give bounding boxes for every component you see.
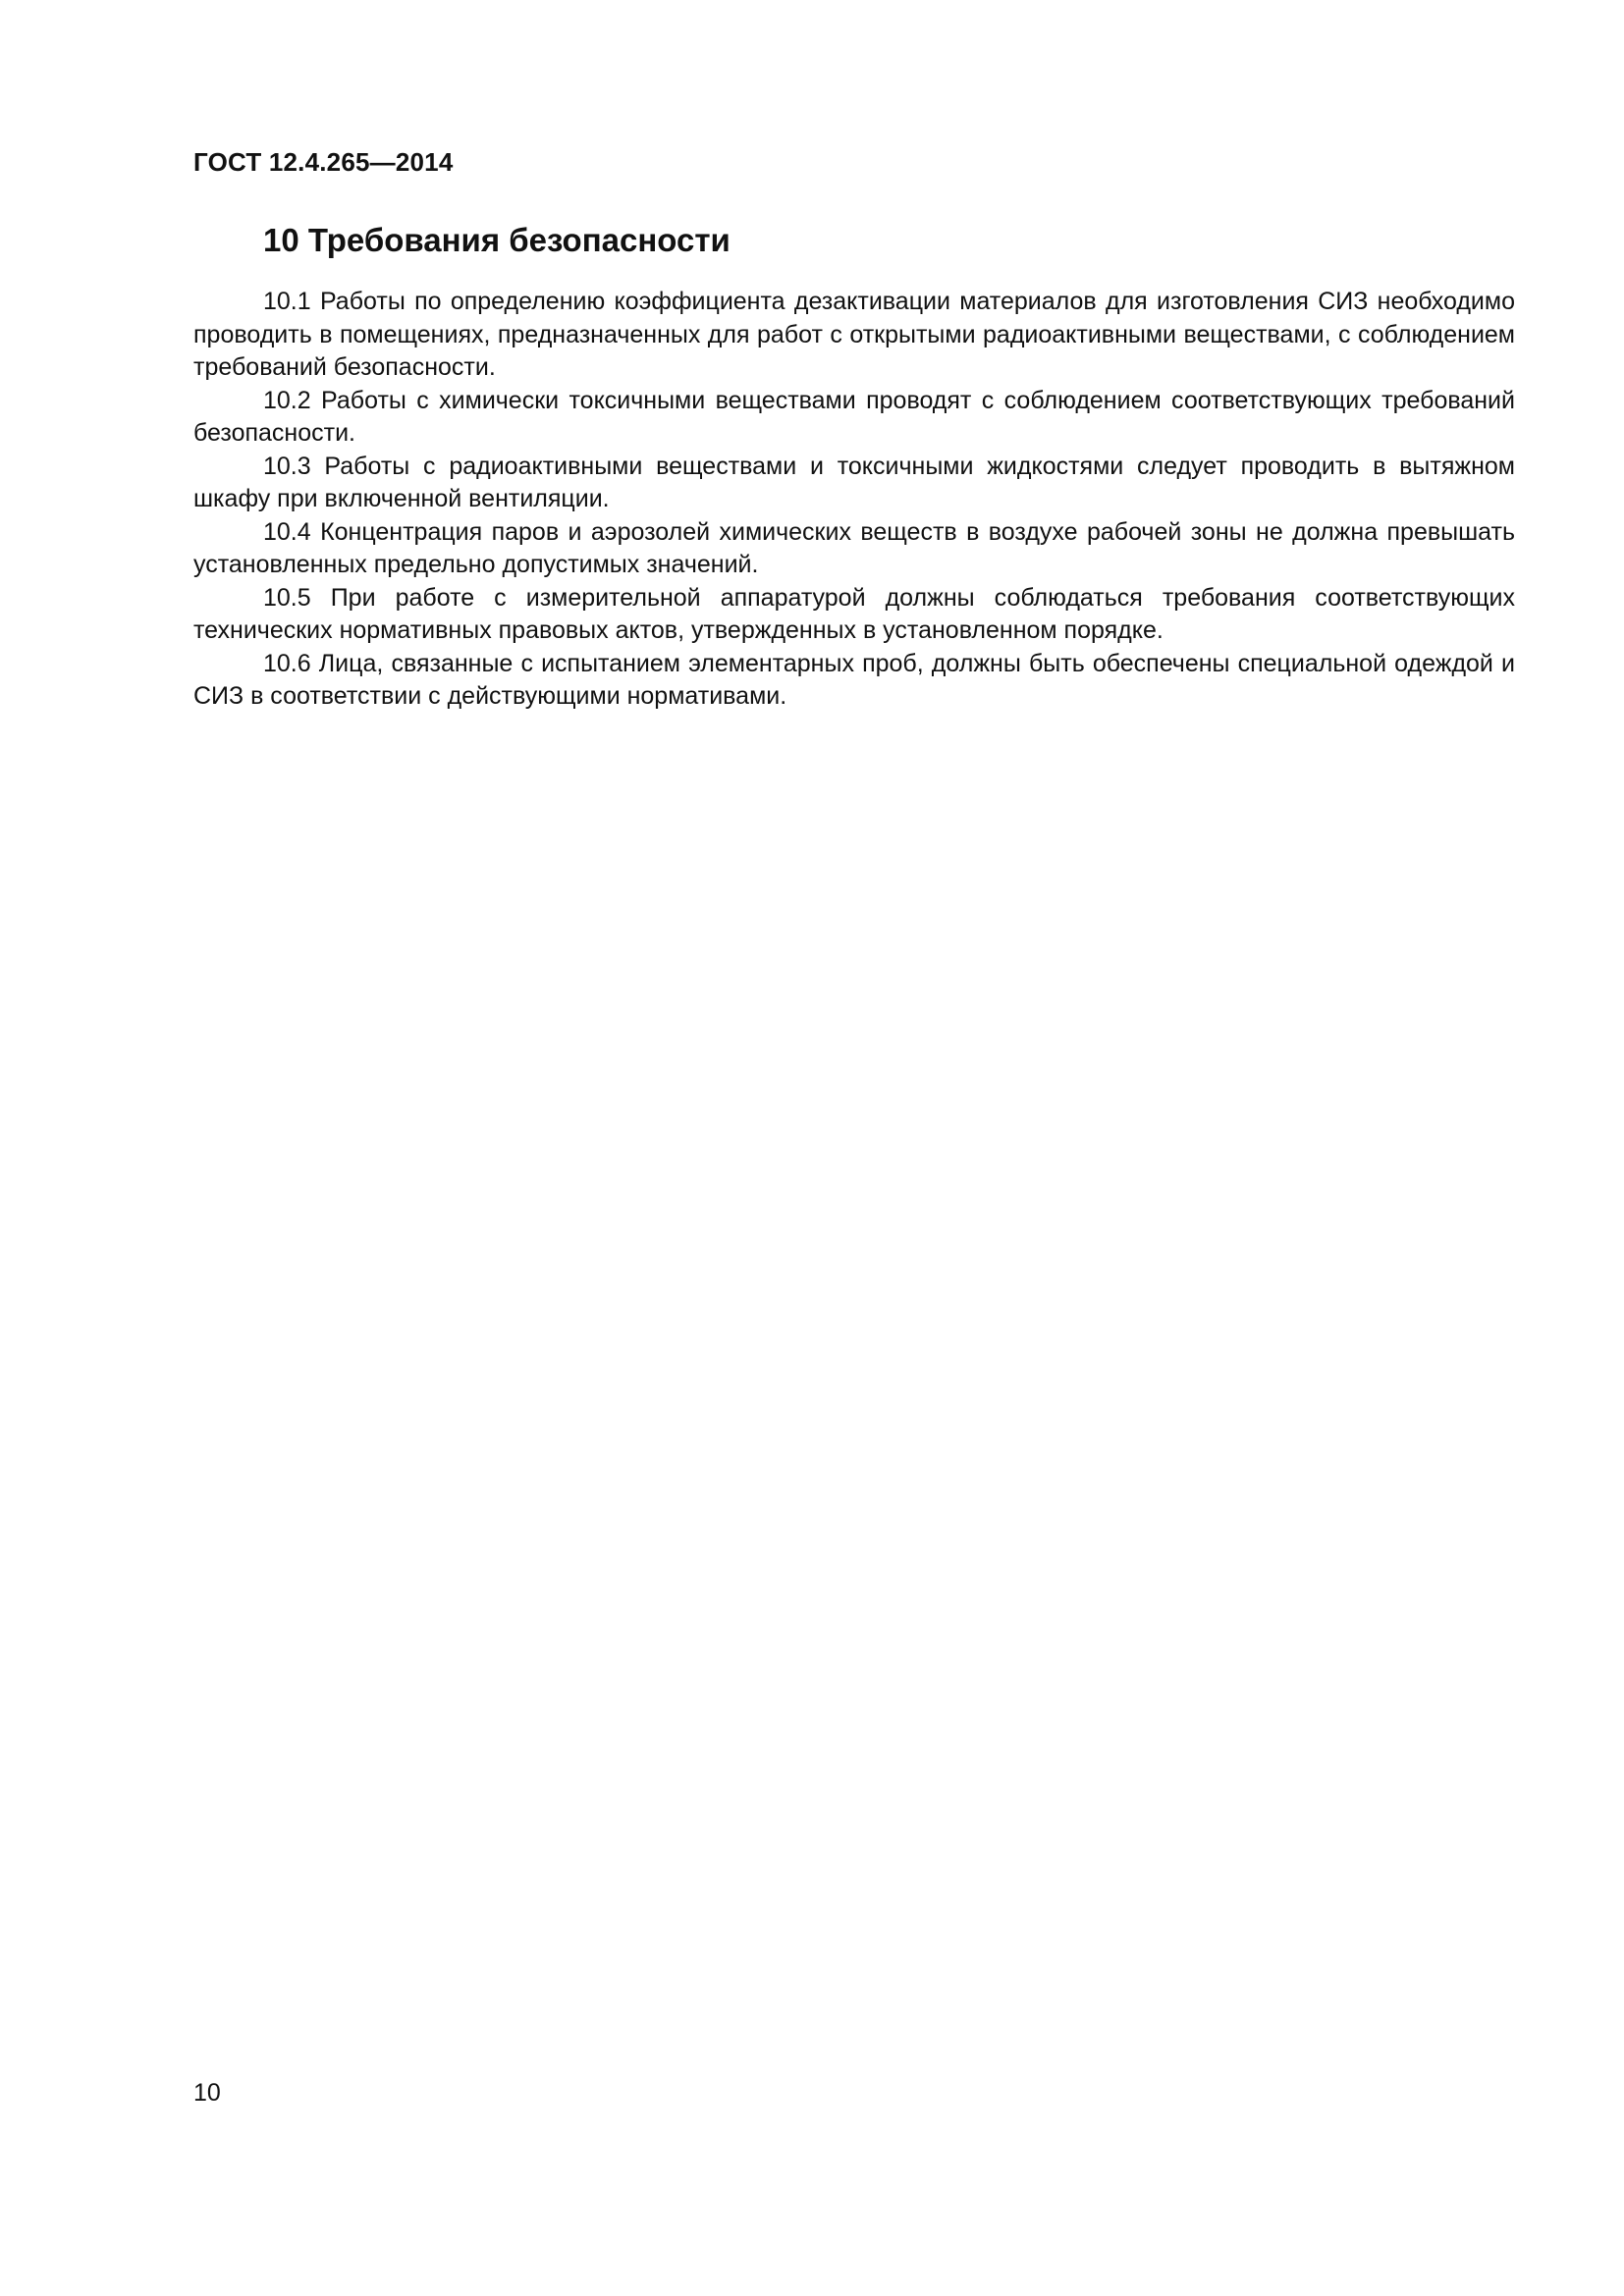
section-heading: 10 Требования безопасности bbox=[263, 222, 731, 258]
clause-10-1: 10.1 Работы по определению коэффициента дезактивации материалов для изготовления СИЗ необходимо проводить в помещениях, предназначенных для работ с открытыми радиоактивными веществами, с соблюдением требований безопасности. bbox=[193, 288, 1515, 381]
document-header: ГОСТ 12.4.265—2014 bbox=[193, 147, 454, 177]
section-body bbox=[193, 286, 1515, 714]
clause-10-6: 10.6 Лица, связанные с испытанием элементарных проб, должны быть обеспечены специальной одеждой и СИЗ в соответствии с действующими нормативами. bbox=[193, 649, 1515, 710]
page-number: 10 bbox=[193, 2079, 221, 2107]
clause-10-4: 10.4 Концентрация паров и аэрозолей химических веществ в воздухе рабочей зоны не должна превышать установленных предельно допустимых значений. bbox=[193, 517, 1515, 578]
clause-10-5: 10.5 При работе с измерительной аппаратурой должны соблюдаться требования соответствующих технических нормативных правовых актов, утвержденных в установленном порядке. bbox=[193, 583, 1515, 644]
clause-10-2: 10.2 Работы с химически токсичными веществами проводят с соблюдением соответствующих требований безопасности. bbox=[193, 386, 1515, 447]
clause-10-3: 10.3 Работы с радиоактивными веществами и токсичными жидкостями следует проводить в вытяжном шкафу при включенной вентиляции. bbox=[193, 452, 1515, 512]
